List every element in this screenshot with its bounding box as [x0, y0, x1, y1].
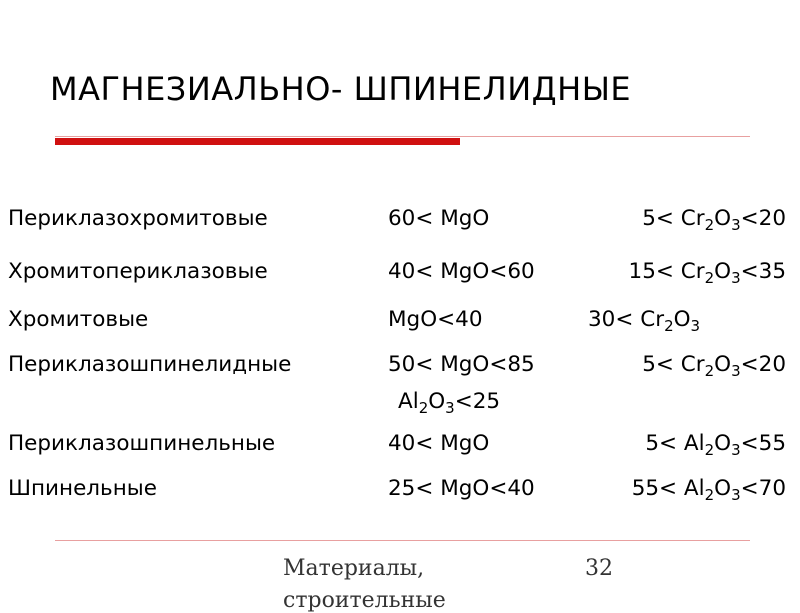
oxide-sub2: 3	[731, 486, 741, 504]
slide-title: МАГНЕЗИАЛЬНО- ШПИНЕЛИДНЫЕ	[50, 70, 632, 108]
title-divider-thin	[55, 136, 750, 137]
oxide-content	[642, 206, 786, 234]
table-row	[0, 476, 800, 510]
oxide-sub2: 3	[731, 362, 741, 380]
oxide-content	[628, 259, 786, 287]
oxide-mid: O	[673, 307, 691, 332]
oxide-sub2: 3	[731, 216, 741, 234]
mgo-content: 50< MgO<85	[388, 352, 535, 377]
oxide-pre: 30< Cr	[588, 307, 665, 332]
oxide-mid: O	[714, 206, 732, 231]
oxide-sub2: 3	[690, 317, 701, 335]
title-divider-thick	[55, 138, 460, 145]
mgo-content: 25< MgO<40	[388, 476, 535, 501]
page-number: 32	[585, 556, 613, 581]
oxide-content	[642, 352, 786, 380]
oxide-pre: 15< Cr	[628, 259, 705, 284]
refractory-name: Шпинельные	[8, 476, 157, 501]
table-row	[0, 307, 800, 341]
oxide-post: <20	[740, 206, 786, 231]
oxide-pre: 55< Al	[631, 476, 705, 501]
oxide-sub1: 2	[704, 216, 715, 234]
table-row	[0, 259, 800, 293]
oxide-pre: Al	[398, 389, 419, 414]
oxide-mid: O	[714, 431, 732, 456]
table-row	[0, 206, 800, 240]
refractory-name: Периклазошпинельные	[8, 431, 276, 456]
oxide-content	[631, 476, 786, 504]
oxide-mid: O	[714, 259, 732, 284]
table-row-continuation	[0, 389, 800, 423]
oxide-post: <20	[740, 352, 786, 377]
refractory-name: Хромитовые	[8, 307, 149, 332]
mgo-content: 40< MgO<60	[388, 259, 535, 284]
oxide-pre: 5< Al	[645, 431, 705, 456]
footer-divider	[55, 540, 750, 541]
oxide-mid: O	[428, 389, 446, 414]
oxide-post: <70	[740, 476, 786, 501]
oxide-mid: O	[714, 352, 732, 377]
oxide-sub2: 3	[731, 441, 741, 459]
oxide-sub1: 2	[418, 399, 429, 417]
oxide-sub1: 2	[704, 269, 715, 287]
table-row	[0, 431, 800, 465]
oxide-sub2: 3	[445, 399, 455, 417]
oxide-pre: 5< Cr	[642, 206, 705, 231]
oxide-sub1: 2	[704, 362, 715, 380]
oxide-content	[588, 307, 701, 335]
table-row	[0, 352, 800, 386]
oxide-sub2: 3	[731, 269, 741, 287]
oxide-sub1: 2	[704, 441, 715, 459]
refractory-name: Хромитопериклазовые	[8, 259, 268, 284]
oxide-mid: O	[714, 476, 732, 501]
mgo-content: 60< MgO	[388, 206, 490, 231]
refractory-name: Периклазошпинелидные	[8, 352, 292, 377]
mgo-content: MgO<40	[388, 307, 483, 332]
alumina-content	[398, 389, 501, 417]
oxide-content	[645, 431, 786, 459]
mgo-content: 40< MgO	[388, 431, 490, 456]
footer-text-line1: Материалы,	[283, 556, 425, 581]
oxide-pre: 5< Cr	[642, 352, 705, 377]
oxide-post: <55	[740, 431, 786, 456]
refractory-name: Периклазохромитовые	[8, 206, 268, 231]
oxide-post: <25	[454, 389, 501, 414]
footer-text-line2: строительные	[283, 588, 446, 613]
oxide-sub1: 2	[664, 317, 674, 335]
oxide-sub1: 2	[704, 486, 715, 504]
oxide-post: <35	[740, 259, 786, 284]
